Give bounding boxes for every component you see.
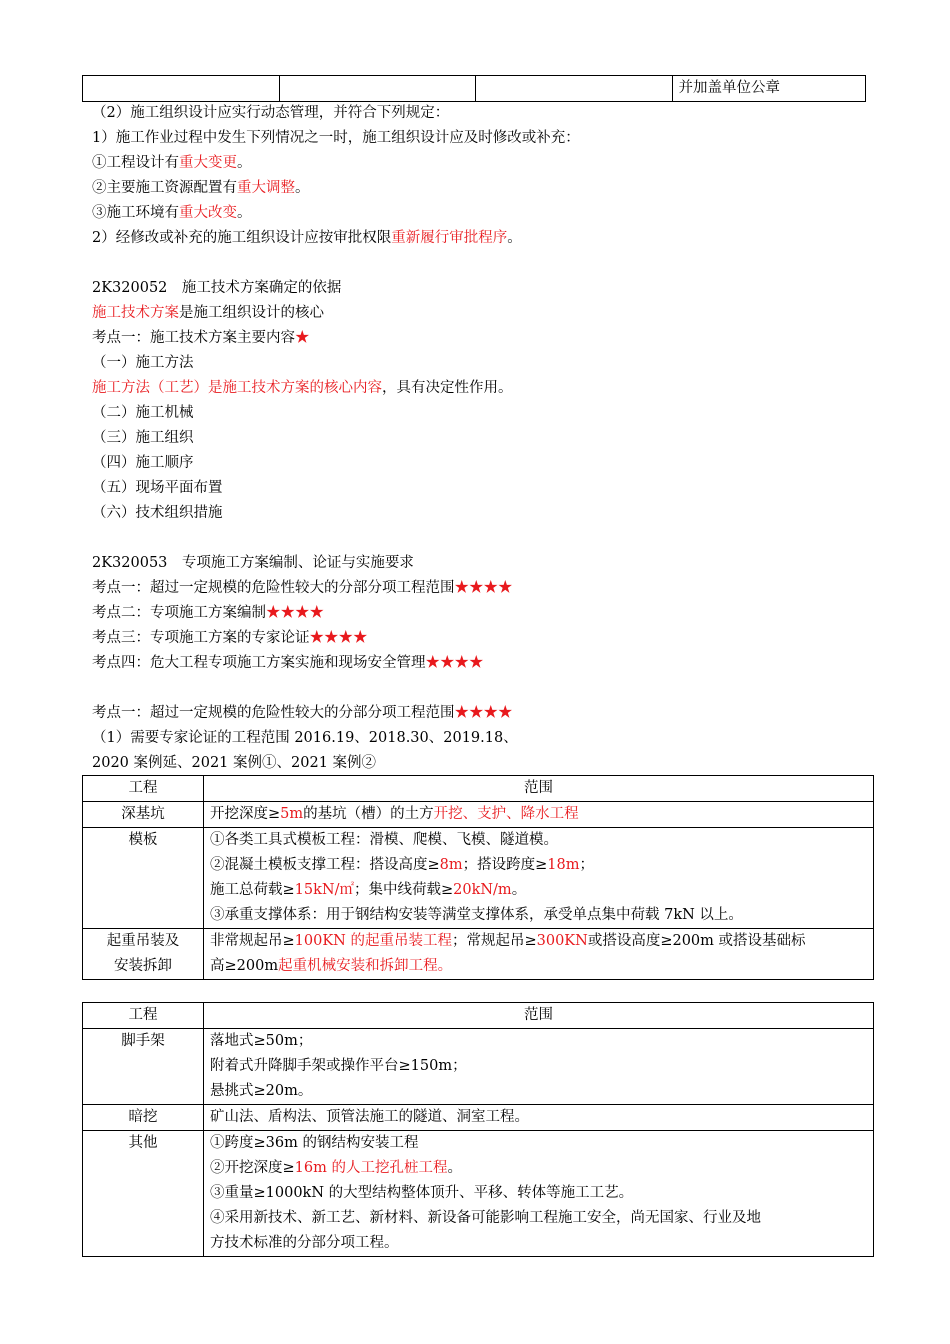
text-span: ；	[579, 857, 594, 873]
text-span: 考点四：危大工程专项施工方案实施和现场安全管理	[92, 655, 426, 671]
range-line	[210, 1029, 867, 1054]
highlight-text: 重大改变	[179, 205, 237, 221]
highlight-text: 20kN/m	[453, 882, 512, 898]
text-span: 非常规起吊≥	[210, 933, 295, 949]
range-line	[210, 954, 867, 979]
text-line	[92, 726, 518, 751]
text-span: ；常规起吊≥	[451, 933, 537, 949]
range-cell	[204, 929, 874, 980]
text-line	[92, 601, 324, 626]
text-span: ，具有决定性作用。	[382, 380, 513, 396]
text-line	[92, 576, 513, 601]
table-cell	[83, 76, 280, 102]
range-line	[210, 1181, 867, 1206]
text-span: ①工程设计有	[92, 155, 179, 171]
text-span: 矿山法、盾构法、顶管法施工的隧道、洞室工程。	[210, 1109, 529, 1125]
text-span: 是施工组织设计的核心	[179, 305, 324, 321]
project-name-cell: 脚手架	[83, 1029, 204, 1105]
table-row	[83, 1105, 874, 1131]
highlight-text: 施工方法（工艺）是施工技术方案的核心内容	[92, 380, 382, 396]
highlight-text: 重大调整	[237, 180, 295, 196]
highlight-text: ★★★★	[266, 605, 324, 621]
table-row	[83, 828, 874, 929]
header-project: 工程	[83, 1003, 204, 1029]
text-span: 2K320053 专项施工方案编制、论证与实施要求	[92, 555, 414, 571]
text-line	[92, 176, 310, 201]
text-line	[92, 651, 484, 676]
text-line	[92, 451, 194, 476]
highlight-text: 300KN	[536, 933, 588, 949]
highlight-text: 起重机械安装和拆卸工程。	[278, 958, 453, 974]
range-line	[210, 828, 867, 853]
table-row	[83, 76, 866, 102]
text-span: 2）经修改或补充的施工组织设计应按审批权限	[92, 230, 392, 246]
text-line	[92, 701, 513, 726]
text-span: 附着式升降脚手架或操作平台≥150m；	[210, 1058, 467, 1074]
highlight-text: 5m	[280, 806, 304, 822]
text-line	[92, 326, 310, 351]
table-row	[83, 929, 874, 980]
text-line	[92, 126, 580, 151]
text-span: ①跨度≥36m 的钢结构安装工程	[210, 1135, 419, 1151]
range-line	[210, 1131, 867, 1156]
text-span: 考点一：超过一定规模的危险性较大的分部分项工程范围	[92, 705, 455, 721]
text-line	[92, 401, 194, 426]
text-span: 。	[511, 882, 527, 898]
highlight-text: 施工技术方案	[92, 305, 179, 321]
text-span: ②开挖深度≥	[210, 1160, 295, 1176]
header-range: 范围	[204, 1003, 874, 1029]
highlight-text: 16m 的人工挖孔桩工程	[294, 1160, 448, 1176]
text-span: 2020 案例延、2021 案例①、2021 案例②	[92, 755, 377, 771]
text-span: （1）需要专家论证的工程范围 2016.19、2018.30、2019.18、	[92, 730, 518, 746]
range-line	[210, 903, 867, 928]
text-span: 悬挑式≥20m。	[210, 1083, 313, 1099]
range-line	[210, 1105, 867, 1130]
range-line	[210, 1231, 867, 1256]
range-cell	[204, 1105, 874, 1131]
text-span: 。	[447, 1160, 462, 1176]
text-span: ；搭设跨度≥	[462, 857, 548, 873]
text-span: 落地式≥50m；	[210, 1033, 313, 1049]
highlight-text: 重大变更	[179, 155, 237, 171]
highlight-text: ★★★★	[454, 580, 513, 596]
header-project: 工程	[83, 776, 204, 802]
range-line	[210, 878, 867, 903]
text-line	[92, 151, 252, 176]
project-name-line: 安装拆卸	[114, 958, 172, 974]
text-span: ③重量≥1000kN 的大型结构整体顶升、平移、转体等施工工艺。	[210, 1185, 634, 1201]
top-table-last-cell: 并加盖单位公章	[678, 80, 780, 96]
text-span: 考点二：专项施工方案编制	[92, 605, 266, 621]
text-span: （五）现场平面布置	[92, 480, 223, 496]
text-line	[92, 501, 223, 526]
text-span: （四）施工顺序	[92, 455, 194, 471]
text-span: （一）施工方法	[92, 355, 194, 371]
project-name-cell: 模板	[83, 828, 204, 929]
text-span: 2K320052 施工技术方案确定的依据	[92, 280, 342, 296]
text-span: ③施工环境有	[92, 205, 179, 221]
text-span: 。	[295, 180, 310, 196]
range-line	[210, 853, 867, 878]
project-name-line: 起重吊装及	[106, 933, 180, 949]
table-row	[83, 802, 874, 828]
table-cell	[279, 76, 476, 102]
range-line	[210, 1079, 867, 1104]
text-span: 1）施工作业过程中发生下列情况之一时，施工组织设计应及时修改或补充：	[92, 130, 580, 146]
text-span: ②主要施工资源配置有	[92, 180, 237, 196]
text-span: ；集中线荷载≥	[353, 882, 454, 898]
text-span: 施工总荷载≥	[210, 882, 295, 898]
text-line	[92, 376, 513, 401]
top-table	[82, 75, 866, 102]
text-line	[92, 626, 368, 651]
text-span: 开挖深度≥	[210, 806, 281, 822]
text-line	[92, 476, 223, 501]
text-span: （三）施工组织	[92, 430, 194, 446]
text-span: ④采用新技术、新工艺、新材料、新设备可能影响工程施工安全，尚无国家、行业及地	[210, 1210, 761, 1226]
text-span: ①各类工具式模板工程：滑模、爬模、飞模、隧道模。	[210, 832, 558, 848]
range-line	[210, 802, 867, 827]
range-line	[210, 929, 867, 954]
text-span: 。	[237, 205, 252, 221]
text-line	[92, 276, 341, 301]
text-line	[92, 301, 324, 326]
text-span: 或搭设高度≥200m 或搭设基础标	[587, 933, 806, 949]
text-span: 考点一：超过一定规模的危险性较大的分部分项工程范围	[92, 580, 455, 596]
range-line	[210, 1054, 867, 1079]
text-span: ②混凝土模板支撑工程：搭设高度≥	[210, 857, 440, 873]
text-span: （二）施工机械	[92, 405, 194, 421]
highlight-text: 8m	[439, 857, 463, 873]
table-row	[83, 1131, 874, 1257]
header-range: 范围	[204, 776, 874, 802]
range-table-2	[82, 1002, 874, 1257]
table-row	[83, 1029, 874, 1105]
project-name-cell: 暗挖	[83, 1105, 204, 1131]
text-span: 考点三：专项施工方案的专家论证	[92, 630, 310, 646]
text-line	[92, 551, 414, 576]
range-cell	[204, 1131, 874, 1257]
text-line	[92, 201, 252, 226]
range-table-1	[82, 775, 874, 980]
text-span: 。	[507, 230, 522, 246]
text-span: 方技术标准的分部分项工程。	[210, 1235, 399, 1251]
project-name-cell	[83, 929, 204, 980]
text-line	[92, 101, 449, 126]
text-span: 考点一：施工技术方案主要内容	[92, 330, 295, 346]
highlight-text: ★★★★	[454, 705, 513, 721]
text-line	[92, 751, 376, 776]
table-cell	[672, 76, 866, 102]
project-name-cell: 深基坑	[83, 802, 204, 828]
range-line	[210, 1156, 867, 1181]
text-span: ③承重支撑体系：用于钢结构安装等满堂支撑体系，承受单点集中荷载 7kN 以上。	[210, 907, 743, 923]
table-header-row	[83, 776, 874, 802]
highlight-text: 重新履行审批程序	[391, 230, 508, 246]
highlight-text: ★★★★	[425, 655, 484, 671]
highlight-text: 18m	[547, 857, 580, 873]
text-span: （2）施工组织设计应实行动态管理，并符合下列规定：	[92, 105, 450, 121]
range-cell	[204, 1029, 874, 1105]
highlight-text: 100KN 的起重吊装工程	[294, 933, 452, 949]
highlight-text: 开挖、支护、降水工程	[433, 806, 579, 822]
text-line	[92, 351, 194, 376]
highlight-text: ★★★★	[309, 630, 368, 646]
text-span: 高≥200m	[210, 958, 279, 974]
text-line	[92, 426, 194, 451]
text-line	[92, 226, 522, 251]
text-span: 。	[237, 155, 252, 171]
text-span: 的基坑（槽）的土方	[303, 806, 434, 822]
range-cell	[204, 828, 874, 929]
table-cell	[476, 76, 673, 102]
range-line	[210, 1206, 867, 1231]
text-span: （六）技术组织措施	[92, 505, 223, 521]
range-cell	[204, 802, 874, 828]
table-header-row	[83, 1003, 874, 1029]
highlight-text: ★	[295, 330, 310, 346]
project-name-cell: 其他	[83, 1131, 204, 1257]
highlight-text: 15kN/㎡	[294, 882, 354, 898]
